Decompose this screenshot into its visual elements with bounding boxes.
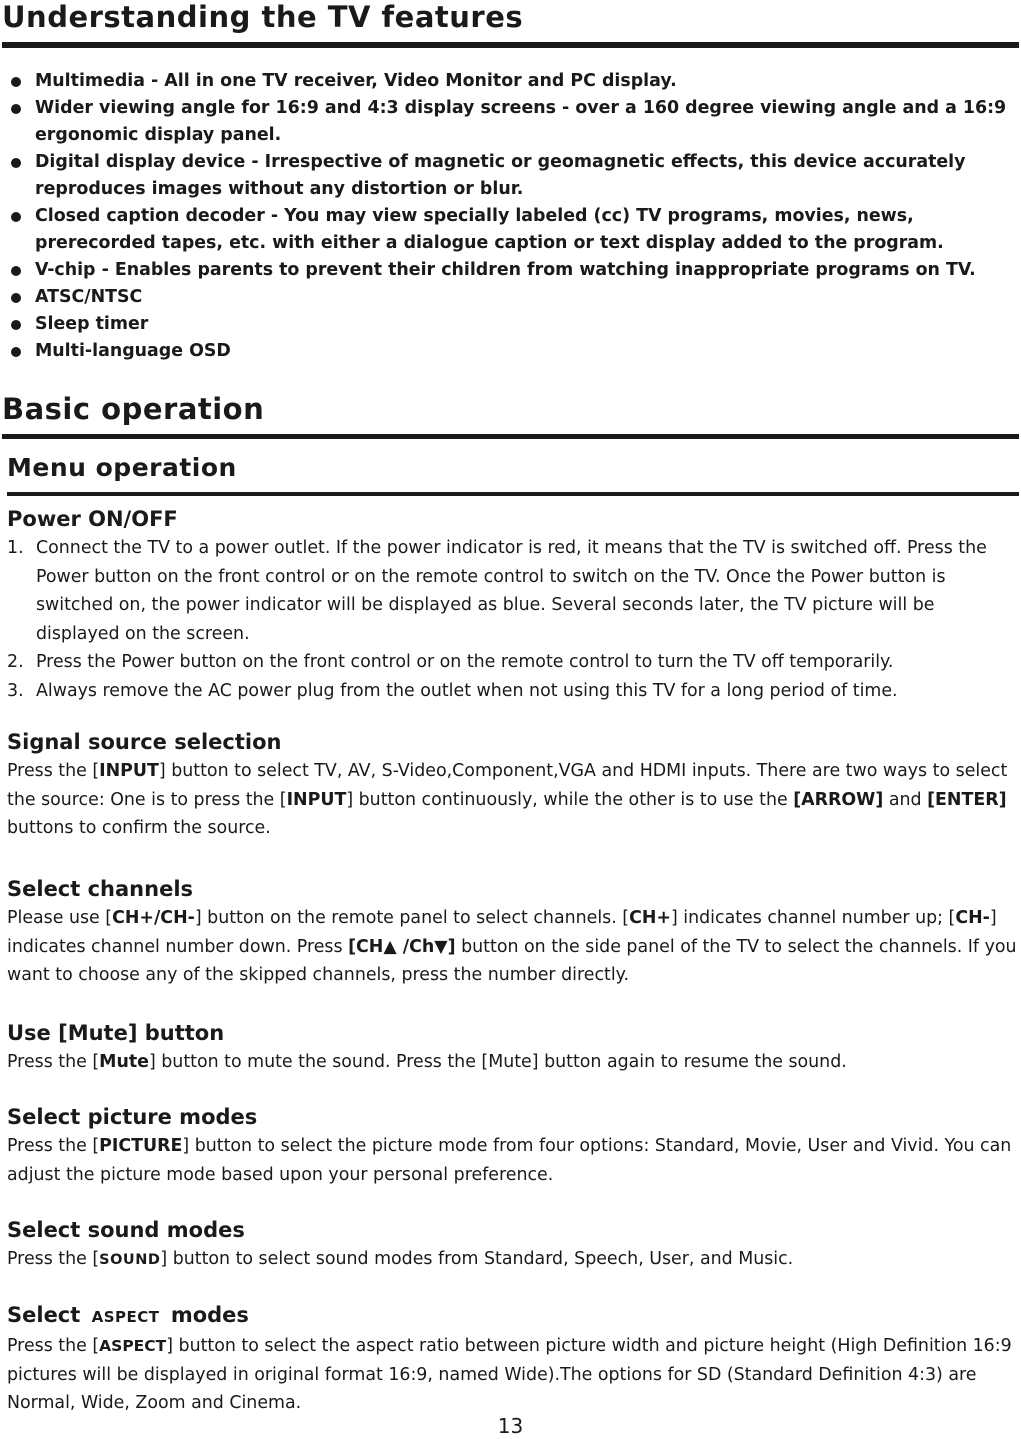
channels-section [7, 874, 1017, 990]
basic-operation-rule [2, 434, 1019, 439]
signal-section [7, 727, 1017, 843]
channels-text: Please use [CH+/CH-] button on the remote panel to select channels. [CH+] indicates channel number up; [CH-] indicates channel number down. Press [CH▲ /Ch▼] button on the side panel of the TV to select the channels. If you want to choose any of the skipped channels, press the number directly. [7, 908, 1017, 985]
feature-item: Wider viewing angle for 16:9 and 4:3 display screens - over a 160 degree viewing angle and a 16:9 ergonomic display panel. [8, 95, 1013, 149]
power-steps [7, 534, 1017, 705]
feature-item: Closed caption decoder - You may view specially labeled (cc) TV programs, movies, news, prerecorded tapes, etc. with either a dialogue caption or text display added to the program. [8, 203, 1013, 257]
bullet-icon [11, 266, 21, 276]
basic-operation-heading: Basic operation [2, 392, 265, 426]
power-section [7, 504, 1017, 705]
bullet-icon [11, 77, 21, 87]
bullet-icon [11, 293, 21, 303]
mute-section [7, 1018, 1017, 1077]
features-heading-rule [2, 42, 1019, 48]
power-step: 1. Connect the TV to a power outlet. If the power indicator is red, it means that the TV is switched off. Press the Power button on the front control or on the remote control to switch on the TV. Once the Power button is switched on, the power indicator will be displayed as blue. Several seconds later, the TV picture will be displayed on the screen. [7, 538, 987, 644]
bullet-icon [11, 104, 21, 114]
menu-operation-rule [7, 492, 1019, 496]
power-title: Power ON/OFF [7, 507, 178, 531]
feature-item: Multimedia - All in one TV receiver, Video Monitor and PC display. [8, 68, 1013, 95]
sound-text: Press the [SOUND] button to select sound modes from Standard, Speech, User, and Music. [7, 1249, 794, 1269]
features-list [8, 68, 1013, 365]
sound-section [7, 1215, 1017, 1275]
channels-title: Select channels [7, 877, 194, 901]
picture-text: Press the [PICTURE] button to select the picture mode from four options: Standard, Movie, User and Vivid. You can adjust the picture mode based upon your personal preference. [7, 1136, 1012, 1185]
feature-item: ATSC/NTSC [8, 284, 1013, 311]
signal-title: Signal source selection [7, 730, 282, 754]
picture-title: Select picture modes [7, 1105, 258, 1129]
aspect-title: Select ASPECT modes [7, 1303, 249, 1327]
aspect-section [7, 1300, 1017, 1418]
bullet-icon [11, 158, 21, 168]
features-heading: Understanding the TV features [2, 0, 524, 34]
feature-item: Multi-language OSD [8, 338, 1013, 365]
mute-title: Use [Mute] button [7, 1021, 225, 1045]
signal-text: Press the [INPUT] button to select TV, AV, S-Video,Component,VGA and HDMI inputs. There are two ways to select the source: One is to press the [INPUT] button continuously, while the other is to use the [ARROW] and [ENTER] buttons to confirm the source. [7, 761, 1008, 838]
power-step: 2. Press the Power button on the front control or on the remote control to turn the TV off temporarily. [7, 652, 894, 672]
picture-section [7, 1102, 1017, 1189]
bullet-icon [11, 320, 21, 330]
feature-item: Sleep timer [8, 311, 1013, 338]
feature-item: V-chip - Enables parents to prevent their children from watching inappropriate programs on TV. [8, 257, 1013, 284]
sound-title: Select sound modes [7, 1218, 245, 1242]
feature-item: Digital display device - Irrespective of magnetic or geomagnetic effects, this device accurately reproduces images without any distortion or blur. [8, 149, 1013, 203]
aspect-text: Press the [ASPECT] button to select the aspect ratio between picture width and picture height (High Definition 16:9 pictures will be displayed in original format 16:9, named Wide).The options for SD (Standard Definition 4:3) are Normal, Wide, Zoom and Cinema. [7, 1336, 1012, 1413]
mute-text: Press the [Mute] button to mute the sound. Press the [Mute] button again to resume the sound. [7, 1052, 847, 1072]
bullet-icon [11, 212, 21, 222]
bullet-icon [11, 347, 21, 357]
menu-operation-heading: Menu operation [7, 453, 237, 482]
page-number: 13 [497, 1414, 524, 1438]
power-step: 3. Always remove the AC power plug from the outlet when not using this TV for a long period of time. [7, 680, 898, 701]
